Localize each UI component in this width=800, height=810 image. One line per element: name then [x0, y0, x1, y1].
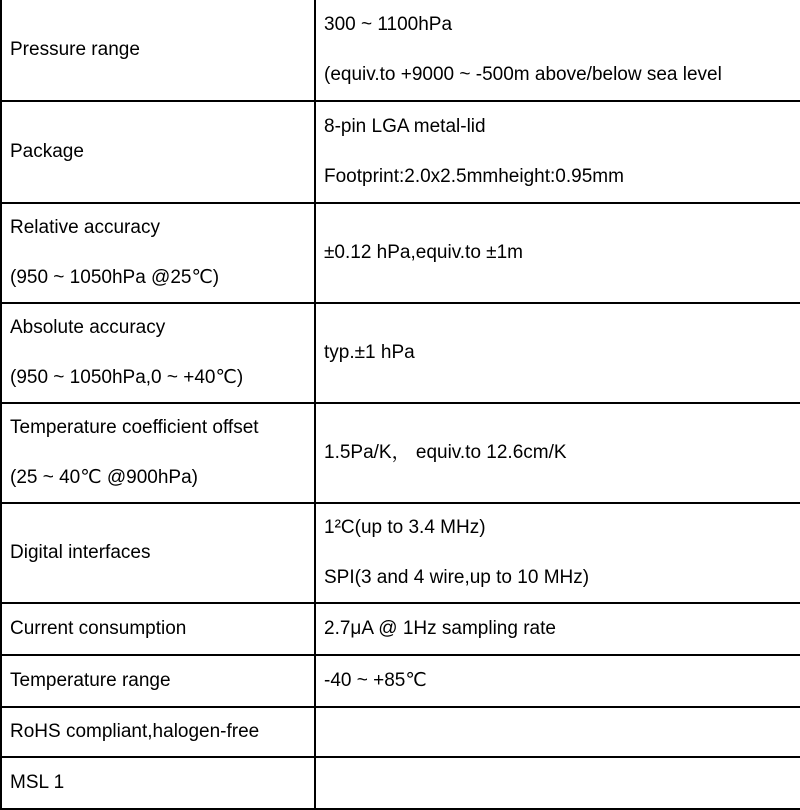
row-value: 8-pin LGA metal-lid	[324, 116, 486, 137]
table-row	[1, 757, 800, 809]
table-row	[1, 707, 800, 757]
row-value-cell	[315, 757, 800, 809]
row-value: 1²C(up to 3.4 MHz)	[324, 517, 486, 538]
row-value: ±0.12 hPa,equiv.to ±1m	[324, 242, 524, 263]
table-row	[1, 101, 800, 203]
row-label: Digital interfaces	[10, 542, 151, 563]
row-label-cell	[1, 503, 315, 603]
table-row	[1, 203, 800, 303]
row-value: SPI(3 and 4 wire,up to 10 MHz)	[324, 567, 590, 588]
row-label: Current consumption	[10, 618, 187, 639]
table-row	[1, 403, 800, 503]
table-row	[1, 603, 800, 655]
row-label: Package	[10, 141, 84, 162]
row-label: Temperature coefficient offset	[10, 417, 259, 438]
row-label: MSL 1	[10, 772, 65, 793]
row-value-cell	[315, 707, 800, 757]
row-label: Relative accuracy	[10, 217, 160, 238]
row-value-cell	[315, 203, 800, 303]
row-label-condition: (25 ~ 40℃ @900hPa)	[10, 467, 198, 488]
row-value-cell	[315, 655, 800, 707]
row-value-cell	[315, 403, 800, 503]
row-value-cell	[315, 101, 800, 203]
row-value-cell	[315, 603, 800, 655]
row-label-cell	[1, 0, 315, 101]
row-label-cell	[1, 655, 315, 707]
table-row	[1, 503, 800, 603]
row-value: Footprint:2.0x2.5mmheight:0.95mm	[324, 166, 624, 187]
table-row	[1, 655, 800, 707]
row-label-condition: (950 ~ 1050hPa @25℃)	[10, 267, 220, 288]
row-label: Pressure range	[10, 39, 140, 60]
row-label-cell	[1, 403, 315, 503]
row-label-cell	[1, 203, 315, 303]
row-value: (equiv.to +9000 ~ -500m above/below sea level	[324, 64, 722, 85]
row-value: 300 ~ 1100hPa	[324, 14, 453, 35]
row-value: -40 ~ +85℃	[324, 670, 427, 691]
row-label-cell	[1, 603, 315, 655]
row-label: Temperature range	[10, 670, 171, 691]
row-value: typ.±1 hPa	[324, 342, 415, 363]
row-value-cell	[315, 0, 800, 101]
row-label-cell	[1, 303, 315, 403]
row-label-cell	[1, 757, 315, 809]
row-value: 1.5Pa/K， equiv.to 12.6cm/K	[324, 442, 567, 463]
table-row	[1, 303, 800, 403]
row-value-cell	[315, 503, 800, 603]
table-row	[1, 0, 800, 101]
row-label-cell	[1, 707, 315, 757]
row-label: RoHS compliant,halogen-free	[10, 721, 260, 742]
row-label-condition: (950 ~ 1050hPa,0 ~ +40℃)	[10, 367, 244, 388]
row-label: Absolute accuracy	[10, 317, 166, 338]
row-value-cell	[315, 303, 800, 403]
row-value: 2.7μA @ 1Hz sampling rate	[324, 618, 556, 639]
row-label-cell	[1, 101, 315, 203]
